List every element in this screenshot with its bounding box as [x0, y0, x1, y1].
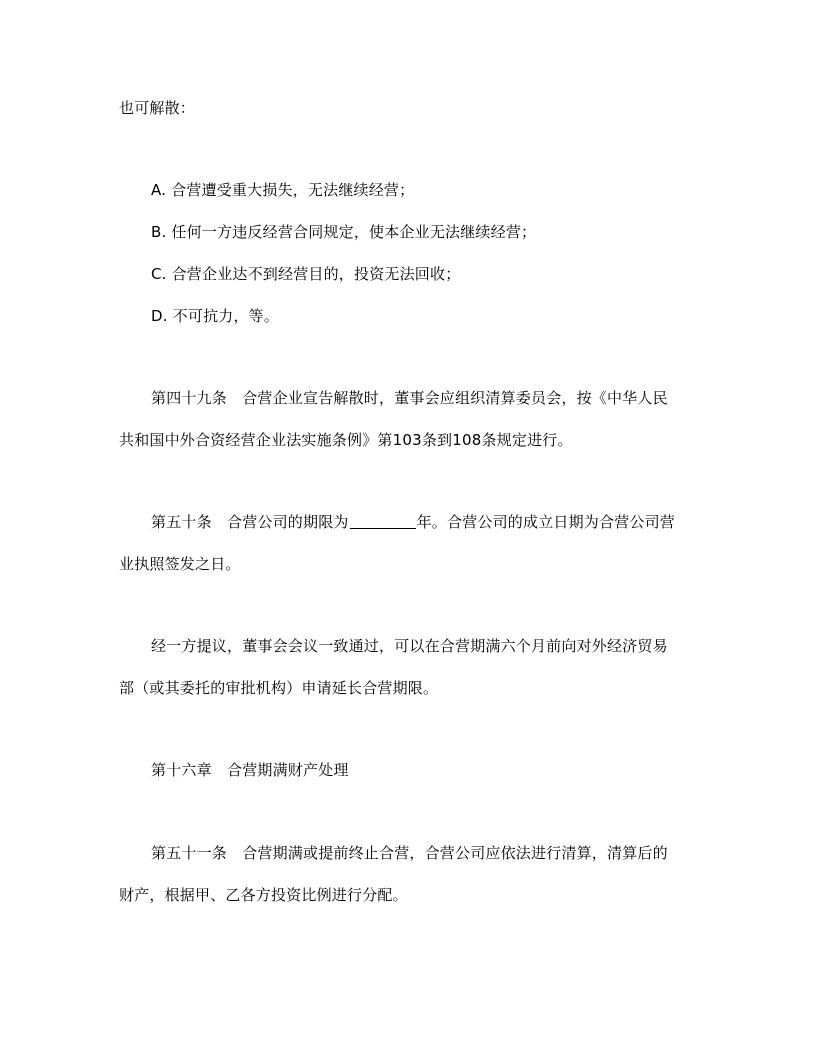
article-50-text-after-blank: 年。合营公司的成立日期为合营公司营 — [416, 513, 676, 531]
list-item-b: B. 任何一方违反经营合同规定，使本企业无法继续经营； — [151, 223, 537, 241]
extension-line-1: 经一方提议，董事会会议一致通过，可以在合营期满六个月前向对外经济贸易 — [151, 637, 668, 655]
article-50-text-before-blank: 第五十条 合营公司的期限为 — [151, 513, 349, 531]
list-item-c: C. 合营企业达不到经营目的，投资无法回收； — [151, 265, 461, 283]
article-51-line-2: 财产，根据甲、乙各方投资比例进行分配。 — [119, 886, 408, 904]
intro-text: 也可解散： — [119, 99, 196, 117]
chapter-16-heading: 第十六章 合营期满财产处理 — [151, 761, 349, 779]
article-51-line-1: 第五十一条 合营期满或提前终止合营，合营公司应依法进行清算，清算后的 — [151, 844, 668, 862]
list-item-a: A. 合营遭受重大损失，无法继续经营； — [151, 181, 415, 199]
extension-line-2: 部（或其委托的审批机构）申请延长合营期限。 — [119, 679, 439, 697]
article-50-line-1 — [151, 511, 675, 533]
term-years-blank — [350, 512, 416, 529]
article-49-line-1: 第四十九条 合营企业宣告解散时，董事会应组织清算委员会，按《中华人民 — [151, 389, 668, 407]
article-49-line-2: 共和国中外合资经营企业法实施条例》第103条到108条规定进行。 — [119, 431, 573, 449]
list-item-d: D. 不可抗力，等。 — [151, 307, 280, 325]
article-50-line-2: 业执照签发之日。 — [119, 555, 241, 573]
